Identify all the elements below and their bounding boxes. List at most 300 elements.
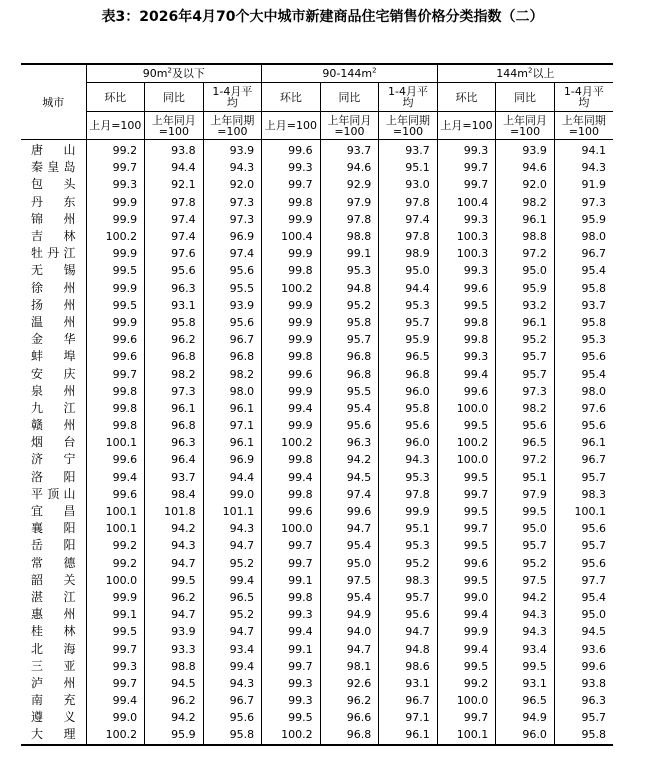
index-value: 96.3 <box>554 692 613 709</box>
index-value: 98.8 <box>145 658 204 675</box>
index-value: 99.9 <box>262 417 321 434</box>
index-value: 99.7 <box>86 640 145 657</box>
index-value: 95.9 <box>379 331 438 348</box>
index-value: 94.3 <box>554 159 613 176</box>
index-value: 95.2 <box>496 555 555 572</box>
index-value: 95.3 <box>379 297 438 314</box>
index-value: 95.0 <box>496 520 555 537</box>
index-value: 93.1 <box>145 297 204 314</box>
index-value: 99.3 <box>262 159 321 176</box>
index-value: 96.8 <box>320 726 379 744</box>
index-value: 96.7 <box>203 692 262 709</box>
index-value: 95.6 <box>554 555 613 572</box>
index-value: 99.6 <box>437 383 496 400</box>
index-value: 97.4 <box>203 245 262 262</box>
index-value: 96.8 <box>320 348 379 365</box>
index-value: 97.4 <box>379 211 438 228</box>
index-value: 99.9 <box>262 331 321 348</box>
index-value: 99.6 <box>262 140 321 160</box>
index-value: 95.4 <box>320 589 379 606</box>
index-value: 99.9 <box>262 245 321 262</box>
index-value: 98.0 <box>203 383 262 400</box>
index-value: 99.6 <box>437 555 496 572</box>
index-value: 94.3 <box>203 675 262 692</box>
index-value: 99.5 <box>437 503 496 520</box>
index-value: 99.1 <box>262 572 321 589</box>
city-name: 金 华 <box>31 332 76 347</box>
table-row <box>21 245 613 262</box>
city-name: 烟 台 <box>31 435 76 450</box>
index-value: 98.3 <box>379 572 438 589</box>
index-value: 96.1 <box>203 400 262 417</box>
index-value: 95.6 <box>379 606 438 623</box>
base-header: 上月=100 <box>262 112 321 140</box>
sub-header: 1-4月平均 <box>203 83 262 112</box>
index-value: 99.0 <box>86 709 145 726</box>
sub-header: 同比 <box>145 83 204 112</box>
index-value: 100.1 <box>86 503 145 520</box>
index-value: 94.2 <box>145 709 204 726</box>
index-value: 93.0 <box>379 176 438 193</box>
index-value: 94.7 <box>320 640 379 657</box>
index-value: 100.2 <box>86 228 145 245</box>
index-value: 97.8 <box>379 194 438 211</box>
index-value: 95.6 <box>203 314 262 331</box>
index-value: 96.7 <box>554 451 613 468</box>
index-value: 99.9 <box>86 589 145 606</box>
city-name: 锦 州 <box>31 211 76 226</box>
index-value: 99.7 <box>437 709 496 726</box>
index-value: 99.5 <box>437 469 496 486</box>
index-value: 99.8 <box>262 348 321 365</box>
index-value: 95.8 <box>554 280 613 297</box>
index-value: 100.2 <box>262 434 321 451</box>
index-value: 99.9 <box>86 194 145 211</box>
index-value: 100.2 <box>86 726 145 744</box>
index-value: 99.2 <box>86 555 145 572</box>
table-row <box>21 486 613 503</box>
city-name: 丹 东 <box>31 194 76 209</box>
index-value: 98.0 <box>554 383 613 400</box>
index-value: 99.4 <box>203 658 262 675</box>
index-value: 100.0 <box>437 400 496 417</box>
index-value: 93.3 <box>145 640 204 657</box>
table-row <box>21 658 613 675</box>
table-row <box>21 228 613 245</box>
index-value: 99.8 <box>262 486 321 503</box>
city-name: 泉 州 <box>31 383 76 398</box>
index-value: 94.7 <box>203 623 262 640</box>
table-row <box>21 434 613 451</box>
table-row <box>21 537 613 554</box>
city-name: 桂 林 <box>31 624 76 639</box>
index-value: 94.9 <box>496 709 555 726</box>
table-row <box>21 451 613 468</box>
table-row <box>21 194 613 211</box>
index-value: 95.8 <box>145 314 204 331</box>
index-value: 95.8 <box>554 314 613 331</box>
base-header: 上年同月=100 <box>320 112 379 140</box>
index-value: 95.8 <box>203 726 262 744</box>
index-value: 95.6 <box>203 709 262 726</box>
index-value: 97.3 <box>203 194 262 211</box>
index-value: 95.6 <box>379 417 438 434</box>
table-row <box>21 726 613 744</box>
index-value: 99.4 <box>262 400 321 417</box>
index-value: 93.7 <box>554 297 613 314</box>
table-row <box>21 297 613 314</box>
index-value: 97.4 <box>145 228 204 245</box>
index-value: 95.5 <box>320 383 379 400</box>
index-value: 100.0 <box>437 692 496 709</box>
index-value: 95.2 <box>496 331 555 348</box>
base-header: 上年同期=100 <box>203 112 262 140</box>
index-value: 98.9 <box>379 245 438 262</box>
index-value: 99.5 <box>437 417 496 434</box>
index-value: 95.6 <box>554 417 613 434</box>
index-value: 95.7 <box>496 365 555 382</box>
city-name: 安 庆 <box>31 366 76 381</box>
index-value: 93.7 <box>145 469 204 486</box>
index-value: 95.0 <box>379 262 438 279</box>
index-value: 92.9 <box>320 176 379 193</box>
index-value: 95.3 <box>554 331 613 348</box>
index-value: 99.3 <box>262 606 321 623</box>
index-value: 95.2 <box>320 297 379 314</box>
index-value: 99.6 <box>86 331 145 348</box>
index-value: 93.2 <box>496 297 555 314</box>
index-value: 99.9 <box>437 623 496 640</box>
index-value: 99.8 <box>437 331 496 348</box>
group-label: 144m <box>496 67 528 80</box>
index-value: 96.3 <box>145 280 204 297</box>
index-value: 95.8 <box>554 726 613 744</box>
index-value: 95.0 <box>320 555 379 572</box>
table-title: 表3：2026年4月70个大中城市新建商品住宅销售价格分类指数（二） <box>101 9 544 25</box>
index-value: 99.5 <box>86 297 145 314</box>
city-name: 徐 州 <box>31 280 76 295</box>
index-value: 96.1 <box>554 434 613 451</box>
index-value: 99.4 <box>437 640 496 657</box>
sub-header: 同比 <box>496 83 555 112</box>
index-value: 95.7 <box>320 331 379 348</box>
index-value: 93.7 <box>379 140 438 160</box>
index-value: 97.3 <box>496 383 555 400</box>
index-value: 98.1 <box>320 658 379 675</box>
index-value: 99.4 <box>86 469 145 486</box>
index-value: 95.9 <box>554 211 613 228</box>
index-value: 96.1 <box>379 726 438 744</box>
city-name: 吉 林 <box>31 229 76 244</box>
index-value: 95.2 <box>203 555 262 572</box>
index-value: 99.5 <box>145 572 204 589</box>
index-value: 94.5 <box>145 675 204 692</box>
index-value: 100.1 <box>437 726 496 744</box>
index-value: 93.1 <box>496 675 555 692</box>
index-value: 94.4 <box>379 280 438 297</box>
index-value: 93.9 <box>203 140 262 160</box>
index-value: 98.0 <box>554 228 613 245</box>
index-value: 99.5 <box>86 262 145 279</box>
index-value: 94.1 <box>554 140 613 160</box>
table-row <box>21 675 613 692</box>
index-value: 97.3 <box>554 194 613 211</box>
index-value: 98.6 <box>379 658 438 675</box>
index-value: 96.8 <box>320 365 379 382</box>
index-value: 99.5 <box>437 537 496 554</box>
table-body <box>21 140 613 745</box>
city-column-header: 城市 <box>21 64 86 140</box>
index-value: 97.8 <box>320 211 379 228</box>
index-value: 95.6 <box>554 348 613 365</box>
table-row <box>21 555 613 572</box>
table-row <box>21 417 613 434</box>
index-value: 95.7 <box>554 469 613 486</box>
index-value: 93.4 <box>496 640 555 657</box>
index-value: 99.9 <box>86 211 145 228</box>
index-value: 95.0 <box>554 606 613 623</box>
city-name: 北 海 <box>31 641 76 656</box>
city-name: 南 充 <box>31 693 76 708</box>
index-value: 99.7 <box>86 365 145 382</box>
index-value: 99.2 <box>86 140 145 160</box>
city-name: 扬 州 <box>31 297 76 312</box>
index-value: 95.9 <box>145 726 204 744</box>
city-name: 温 州 <box>31 314 76 329</box>
city-name: 牡丹江 <box>31 246 76 261</box>
sub-header: 同比 <box>320 83 379 112</box>
index-value: 96.9 <box>203 228 262 245</box>
table-row <box>21 176 613 193</box>
index-value: 95.7 <box>379 589 438 606</box>
index-value: 99.5 <box>437 658 496 675</box>
index-value: 99.5 <box>86 623 145 640</box>
city-name: 三 亚 <box>31 658 76 673</box>
index-value: 96.1 <box>145 400 204 417</box>
group-label-sup: 2 <box>372 66 377 75</box>
index-value: 99.4 <box>437 365 496 382</box>
index-value: 95.7 <box>379 314 438 331</box>
index-value: 94.6 <box>496 159 555 176</box>
index-value: 97.2 <box>496 451 555 468</box>
index-value: 99.3 <box>86 658 145 675</box>
index-value: 92.1 <box>145 176 204 193</box>
index-value: 95.6 <box>554 520 613 537</box>
index-value: 99.5 <box>437 572 496 589</box>
group-header <box>86 64 262 83</box>
index-value: 99.5 <box>262 709 321 726</box>
index-value: 98.2 <box>203 365 262 382</box>
index-value: 94.9 <box>320 606 379 623</box>
index-value: 96.3 <box>320 434 379 451</box>
base-header: 上月=100 <box>437 112 496 140</box>
index-value: 99.3 <box>86 176 145 193</box>
index-value: 100.4 <box>437 194 496 211</box>
base-header: 上年同期=100 <box>554 112 613 140</box>
index-value: 96.2 <box>145 692 204 709</box>
index-value: 94.2 <box>496 589 555 606</box>
index-value: 97.3 <box>203 211 262 228</box>
index-value: 96.2 <box>145 589 204 606</box>
index-value: 95.2 <box>379 555 438 572</box>
index-value: 98.8 <box>320 228 379 245</box>
city-name: 韶 关 <box>31 572 76 587</box>
index-value: 96.8 <box>145 417 204 434</box>
index-value: 101.8 <box>145 503 204 520</box>
index-value: 99.7 <box>437 520 496 537</box>
index-value: 97.6 <box>554 400 613 417</box>
table-row <box>21 589 613 606</box>
index-value: 99.8 <box>437 314 496 331</box>
index-value: 97.5 <box>320 572 379 589</box>
index-value: 95.3 <box>320 262 379 279</box>
index-value: 93.8 <box>554 675 613 692</box>
table-row <box>21 692 613 709</box>
index-value: 94.8 <box>320 280 379 297</box>
index-value: 99.6 <box>86 486 145 503</box>
table-row <box>21 140 613 160</box>
table-row <box>21 606 613 623</box>
sub-header: 环比 <box>437 83 496 112</box>
index-value: 95.6 <box>203 262 262 279</box>
index-value: 99.9 <box>86 280 145 297</box>
index-value: 94.3 <box>203 159 262 176</box>
city-name: 襄 阳 <box>31 521 76 536</box>
index-value: 99.8 <box>262 262 321 279</box>
index-value: 93.8 <box>145 140 204 160</box>
index-value: 99.5 <box>496 658 555 675</box>
index-value: 94.7 <box>203 537 262 554</box>
index-value: 95.1 <box>496 469 555 486</box>
index-value: 94.4 <box>145 159 204 176</box>
sub-header: 1-4月平均 <box>379 83 438 112</box>
index-value: 95.7 <box>496 537 555 554</box>
index-value: 99.9 <box>262 314 321 331</box>
index-value: 95.7 <box>496 348 555 365</box>
price-index-table <box>21 63 613 746</box>
index-value: 95.1 <box>379 520 438 537</box>
index-value: 100.1 <box>86 434 145 451</box>
index-value: 96.5 <box>203 589 262 606</box>
index-value: 99.2 <box>86 537 145 554</box>
city-name: 蚌 埠 <box>31 349 76 364</box>
city-name: 湛 江 <box>31 589 76 604</box>
index-value: 98.3 <box>554 486 613 503</box>
index-value: 96.1 <box>203 434 262 451</box>
city-name: 岳 阳 <box>31 538 76 553</box>
index-value: 96.5 <box>496 692 555 709</box>
index-value: 99.4 <box>203 572 262 589</box>
index-value: 95.8 <box>320 314 379 331</box>
index-value: 99.7 <box>262 658 321 675</box>
index-value: 94.2 <box>320 451 379 468</box>
index-value: 99.8 <box>86 417 145 434</box>
table-row <box>21 383 613 400</box>
group-label-sup: 2 <box>167 66 172 75</box>
index-value: 96.7 <box>203 331 262 348</box>
index-value: 95.6 <box>496 417 555 434</box>
group-label-tail: 及以下 <box>171 67 205 80</box>
index-value: 96.6 <box>320 709 379 726</box>
city-name: 无 锡 <box>31 263 76 278</box>
group-header <box>437 64 613 83</box>
index-value: 93.9 <box>203 297 262 314</box>
index-value: 100.0 <box>437 451 496 468</box>
index-value: 99.3 <box>437 211 496 228</box>
index-value: 94.7 <box>145 606 204 623</box>
index-value: 99.0 <box>203 486 262 503</box>
index-value: 95.3 <box>379 537 438 554</box>
index-value: 100.1 <box>86 520 145 537</box>
index-value: 99.4 <box>262 623 321 640</box>
index-value: 99.2 <box>437 675 496 692</box>
index-value: 99.6 <box>86 348 145 365</box>
index-value: 96.3 <box>145 434 204 451</box>
index-value: 99.1 <box>320 245 379 262</box>
index-value: 99.7 <box>86 675 145 692</box>
index-value: 95.4 <box>320 537 379 554</box>
table-row <box>21 348 613 365</box>
index-value: 95.7 <box>554 537 613 554</box>
index-value: 99.6 <box>262 365 321 382</box>
index-value: 99.1 <box>262 640 321 657</box>
index-value: 94.2 <box>145 520 204 537</box>
index-value: 96.5 <box>496 434 555 451</box>
index-value: 99.6 <box>320 503 379 520</box>
table-row <box>21 520 613 537</box>
index-value: 96.1 <box>496 314 555 331</box>
index-value: 94.5 <box>554 623 613 640</box>
table-row <box>21 331 613 348</box>
base-header: 上年同期=100 <box>379 112 438 140</box>
index-value: 99.9 <box>86 314 145 331</box>
index-value: 98.8 <box>496 228 555 245</box>
group-header <box>262 64 438 83</box>
index-value: 100.3 <box>437 228 496 245</box>
index-value: 93.7 <box>320 140 379 160</box>
table-row <box>21 623 613 640</box>
index-value: 97.4 <box>145 211 204 228</box>
index-value: 99.6 <box>554 658 613 675</box>
index-value: 91.9 <box>554 176 613 193</box>
sub-header: 环比 <box>86 83 145 112</box>
city-name: 包 头 <box>31 177 76 192</box>
group-label: 90-144m <box>322 67 373 80</box>
index-value: 92.0 <box>203 176 262 193</box>
index-value: 95.7 <box>554 709 613 726</box>
table-row <box>21 709 613 726</box>
index-value: 93.1 <box>379 675 438 692</box>
index-value: 99.4 <box>437 606 496 623</box>
index-value: 96.8 <box>203 348 262 365</box>
index-value: 93.9 <box>496 140 555 160</box>
index-value: 94.0 <box>320 623 379 640</box>
index-value: 96.2 <box>320 692 379 709</box>
index-value: 98.2 <box>496 194 555 211</box>
city-name: 唐 山 <box>31 143 76 158</box>
index-value: 93.4 <box>203 640 262 657</box>
city-name: 秦皇岛 <box>31 160 76 175</box>
index-value: 99.8 <box>262 589 321 606</box>
city-name: 惠 州 <box>31 607 76 622</box>
index-value: 99.7 <box>262 176 321 193</box>
index-value: 95.3 <box>379 469 438 486</box>
index-value: 98.2 <box>145 365 204 382</box>
index-value: 100.2 <box>262 726 321 744</box>
index-value: 99.7 <box>437 486 496 503</box>
index-value: 99.7 <box>262 555 321 572</box>
index-value: 95.8 <box>379 400 438 417</box>
